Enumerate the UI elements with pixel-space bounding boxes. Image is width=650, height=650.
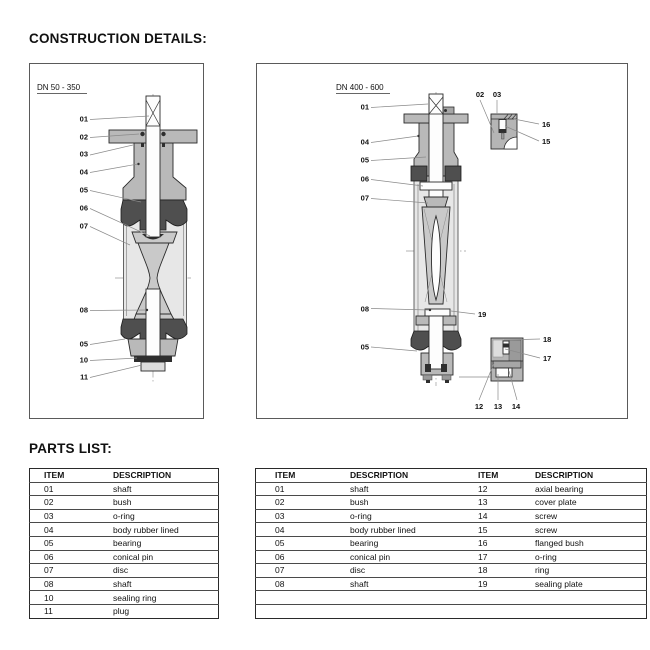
callout-16: 16	[542, 120, 551, 129]
table-row	[30, 577, 219, 591]
cell-item: 17	[478, 551, 488, 562]
upper-rubber-seal	[411, 166, 427, 181]
callout-08: 08	[360, 304, 369, 314]
diagram-panel-dn400-600	[256, 63, 628, 419]
valve-drawing-dn50-350	[30, 64, 203, 418]
table-row	[256, 482, 647, 496]
header-description: DESCRIPTION	[535, 470, 594, 481]
callout-11: 11	[80, 372, 88, 382]
ring	[503, 344, 509, 348]
header-description: DESCRIPTION	[350, 470, 409, 481]
callout-12: 12	[474, 402, 484, 411]
cell-description: cover plate	[535, 497, 577, 508]
cell-item: 04	[44, 524, 54, 535]
cell-description: bearing	[350, 538, 379, 549]
cell-description: bearing	[113, 538, 142, 549]
valve-cross-section	[404, 94, 468, 383]
cell-description: conical pin	[113, 551, 154, 562]
diagram-panel-dn50-350	[29, 63, 204, 419]
cell-description	[535, 604, 647, 618]
bush	[161, 132, 165, 136]
o-ring	[444, 109, 447, 112]
cell-item: 03	[275, 511, 285, 522]
table-row	[30, 496, 219, 510]
cell-item: 02	[44, 497, 54, 508]
cell-description: o-ring	[535, 551, 557, 562]
callout-18: 18	[543, 335, 552, 344]
cell-description: o-ring	[350, 511, 372, 522]
cell-item: 08	[44, 579, 54, 590]
cell-description: ring	[535, 565, 550, 576]
detail-body	[493, 340, 503, 357]
parts-table-left	[29, 468, 219, 619]
cell-item	[256, 604, 351, 618]
base-foot	[423, 375, 432, 380]
cell-item: 13	[478, 497, 488, 508]
table-row	[30, 509, 219, 523]
header-description: DESCRIPTION	[113, 470, 172, 481]
range-label-dn50-350: DN 50 - 350	[37, 83, 81, 92]
cell-item: 14	[478, 511, 488, 522]
screw	[445, 380, 449, 383]
table-header-row	[256, 469, 647, 483]
cell-item: 06	[44, 551, 54, 562]
table-row	[256, 550, 647, 564]
table-row	[30, 564, 219, 578]
cell-description: plug	[113, 606, 130, 617]
cell-item: 15	[478, 524, 488, 535]
table-row	[256, 523, 647, 537]
cell-item: 16	[478, 538, 488, 549]
callout-03: 03	[492, 90, 502, 99]
header-item: ITEM	[275, 470, 296, 481]
detail-view-bottom	[491, 338, 523, 381]
bottom-shaft	[146, 289, 160, 356]
parts-table-right	[255, 468, 647, 619]
upper-rubber-seal	[445, 166, 461, 181]
disc-top-hub	[424, 197, 448, 207]
table-row	[256, 496, 647, 510]
table-row	[30, 523, 219, 537]
sealing-ring	[134, 356, 172, 362]
cell-item: 12	[478, 483, 488, 494]
callout-03: 03	[79, 149, 88, 159]
table-header-row	[30, 469, 219, 483]
callout-01: 01	[79, 114, 88, 124]
cell-description: screw	[535, 511, 558, 522]
callout-labels	[80, 115, 89, 382]
cell-description: body rubber lined	[350, 524, 416, 535]
header-item: ITEM	[44, 470, 65, 481]
o-ring	[499, 129, 506, 133]
cell-description	[350, 604, 478, 618]
cell-description: shaft	[350, 579, 369, 590]
base-foot	[442, 375, 451, 380]
cell-description: bush	[350, 497, 369, 508]
callout-17: 17	[543, 354, 552, 363]
callout-02: 02	[475, 90, 485, 99]
cell-item: 02	[275, 497, 285, 508]
cell-item: 01	[44, 483, 54, 494]
cell-item	[478, 604, 535, 618]
screw	[502, 133, 505, 139]
cell-item: 03	[44, 511, 54, 522]
parts-list-title: PARTS LIST:	[29, 441, 112, 456]
axial-bearing	[441, 364, 447, 372]
table-row	[256, 564, 647, 578]
cell-item: 11	[44, 606, 53, 617]
cell-description: bush	[113, 497, 132, 508]
cell-description: shaft	[113, 483, 132, 494]
cell-item	[256, 591, 351, 605]
table-row	[30, 604, 219, 618]
cell-description: body rubber lined	[113, 524, 179, 535]
callout-05: 05	[360, 155, 369, 165]
cell-description: screw	[535, 524, 558, 535]
cell-description: shaft	[350, 483, 369, 494]
cell-item: 19	[478, 579, 488, 590]
cell-item: 08	[275, 579, 285, 590]
cell-item: 07	[44, 565, 54, 576]
callout-06: 06	[79, 203, 88, 213]
callout-02: 02	[79, 132, 88, 142]
o-ring	[141, 143, 144, 147]
callout-15: 15	[542, 137, 551, 146]
cell-description: disc	[113, 565, 129, 576]
cell-item: 10	[44, 592, 54, 603]
callout-07: 07	[79, 221, 88, 231]
table-row	[30, 591, 219, 605]
o-ring	[162, 143, 165, 147]
callout-05b: 05	[360, 342, 369, 352]
bearing-bar	[420, 182, 452, 190]
cell-description: sealing plate	[535, 579, 583, 590]
callout-13: 13	[493, 402, 503, 411]
cell-description: sealing ring	[113, 592, 157, 603]
table-row	[256, 591, 647, 605]
cell-item: 04	[275, 524, 285, 535]
table-row	[256, 536, 647, 550]
valve-cross-section	[109, 96, 197, 371]
cell-description: flanged bush	[535, 538, 584, 549]
callout-05: 05	[79, 185, 88, 195]
table-row	[30, 550, 219, 564]
cell-description: conical pin	[350, 551, 391, 562]
cell-item: 01	[275, 483, 285, 494]
cell-description	[350, 591, 478, 605]
callout-06: 06	[360, 174, 369, 184]
cell-item: 05	[44, 538, 54, 549]
callout-14: 14	[511, 402, 521, 411]
cell-description: axial bearing	[535, 483, 584, 494]
screw	[426, 380, 430, 383]
callout-07: 07	[360, 193, 369, 203]
table-row	[30, 482, 219, 496]
cell-description: shaft	[113, 579, 132, 590]
plug	[141, 362, 165, 371]
bush	[140, 132, 144, 136]
top-shaft	[146, 96, 160, 237]
callout-05b: 05	[79, 339, 88, 349]
table-row	[256, 509, 647, 523]
axial-bearing	[493, 361, 521, 368]
callout-19: 19	[478, 310, 487, 319]
page-title: CONSTRUCTION DETAILS:	[29, 31, 207, 46]
cell-description: disc	[350, 565, 366, 576]
cell-item: 07	[275, 565, 285, 576]
detail-view-top	[491, 114, 517, 149]
cell-item	[478, 591, 535, 605]
cell-description: o-ring	[113, 511, 135, 522]
cell-description	[535, 591, 647, 605]
table-row	[30, 536, 219, 550]
cell-item: 05	[275, 538, 285, 549]
range-label-dn400-600: DN 400 - 600	[336, 83, 384, 92]
callout-01: 01	[360, 102, 369, 112]
valve-drawing-dn400-600	[257, 64, 627, 418]
callout-04: 04	[360, 137, 369, 147]
bottom-shaft	[429, 316, 443, 369]
cell-item: 18	[478, 565, 488, 576]
callout-08: 08	[79, 305, 88, 315]
table-row	[256, 604, 647, 618]
callout-04: 04	[79, 167, 88, 177]
cell-item: 06	[275, 551, 285, 562]
callout-10: 10	[79, 355, 88, 365]
axial-bearing	[425, 364, 431, 372]
header-item: ITEM	[478, 470, 499, 481]
table-row	[256, 577, 647, 591]
